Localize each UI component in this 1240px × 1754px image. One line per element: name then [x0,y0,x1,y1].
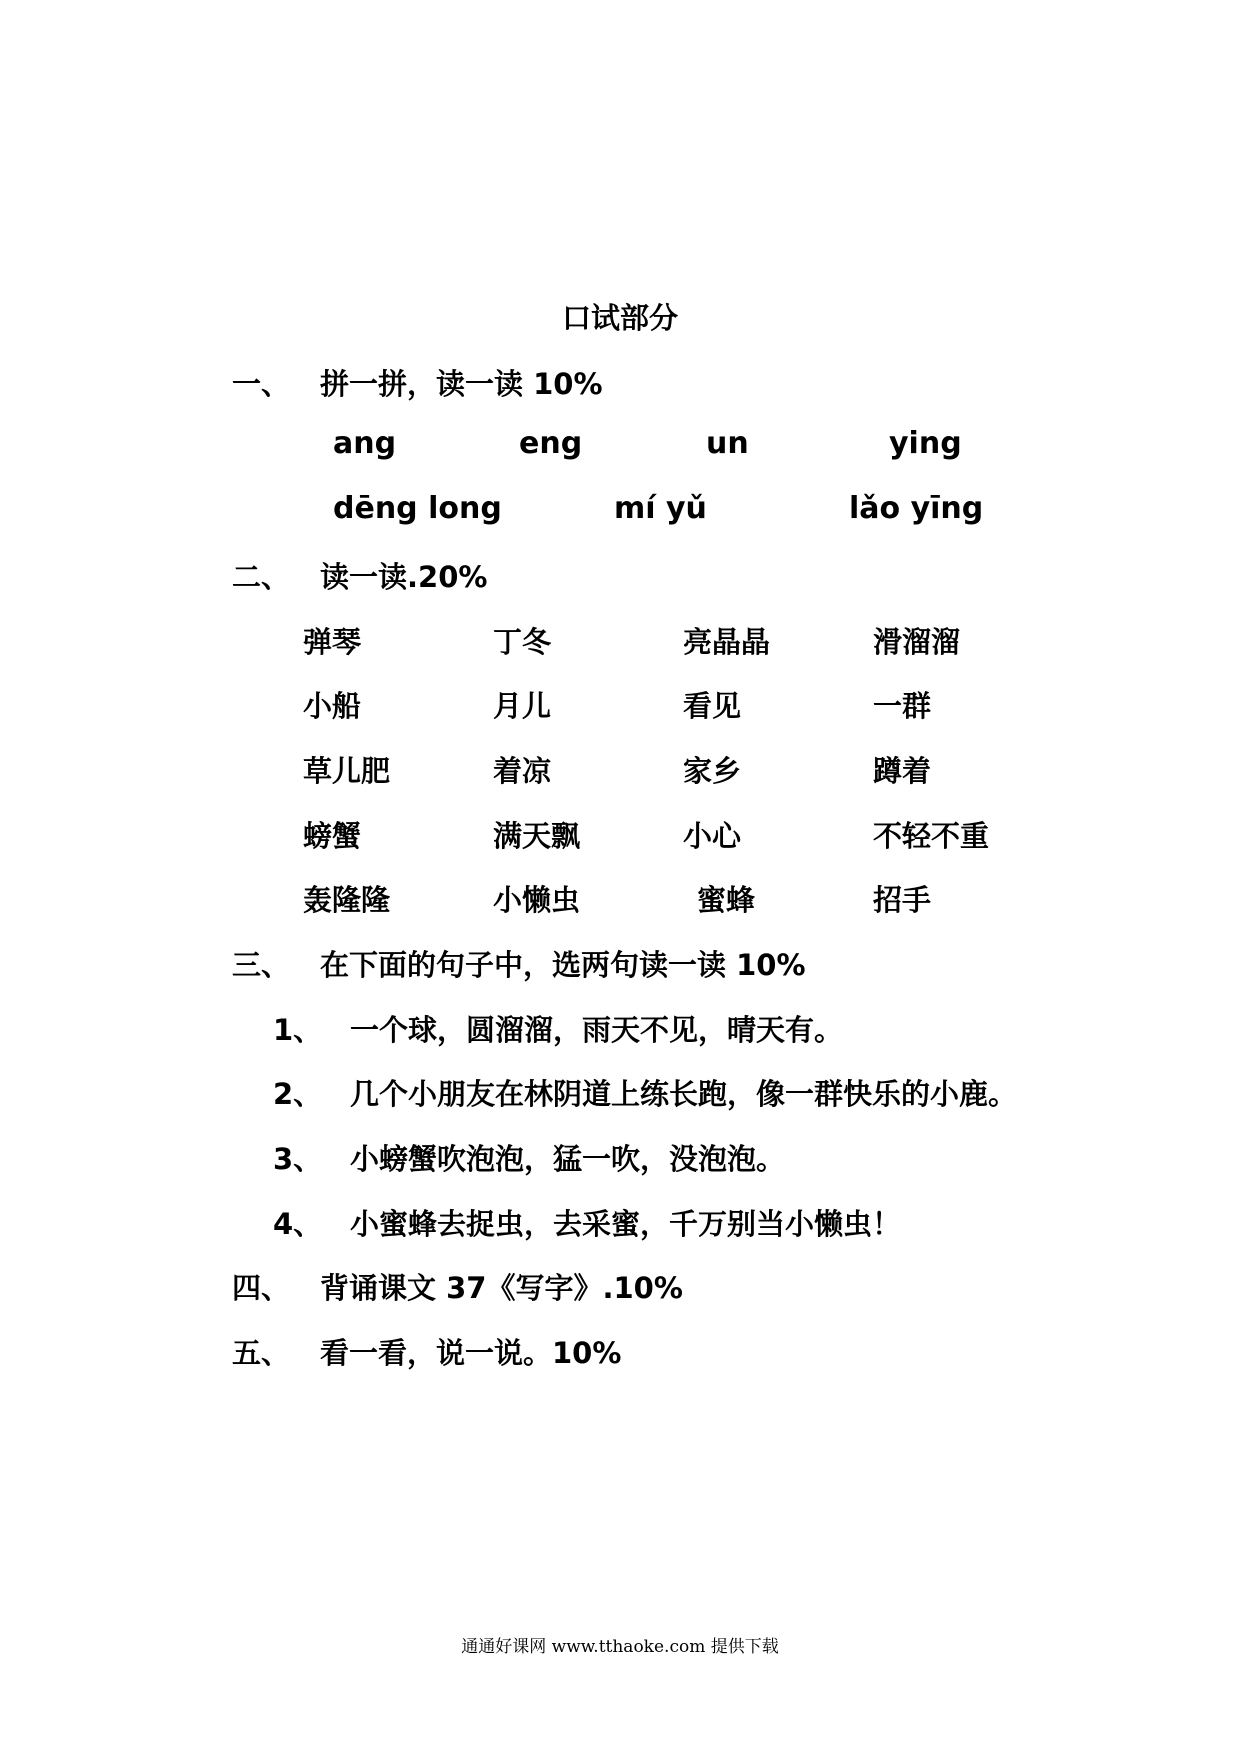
word: 不轻不重 [873,819,990,853]
section-3-heading [232,943,806,984]
sentence-number: 2、 [273,1077,323,1111]
section-number: 三、 [232,948,291,982]
section-4-heading [232,1266,683,1307]
word: 草儿肥 [303,754,391,788]
section-label: 背诵课文 37《写字》.10% [320,1271,683,1305]
word: 看见 [683,689,742,723]
page-footer: 通通好课网 www.tthaoke.com 提供下载 [461,1637,779,1657]
section-label: 拼一拼，读一读 10% [320,367,603,401]
pinyin-word: lǎo yīng [849,491,984,526]
word: 小船 [303,689,362,723]
word: 一群 [873,689,932,723]
pinyin-item: un [706,426,749,461]
word: 轰隆隆 [303,883,391,917]
section-number: 一、 [232,367,291,401]
word: 小心 [683,819,742,853]
section-label: 在下面的句子中，选两句读一读 10% [320,948,806,982]
word: 亮晶晶 [683,625,771,659]
word: 丁冬 [493,625,552,659]
pinyin-word: dēng long [333,491,502,526]
word: 弹琴 [303,625,362,659]
pinyin-item: ying [889,426,962,461]
section-label: 看一看，说一说。10% [320,1336,622,1370]
pinyin-word: mí yǔ [614,491,707,526]
word: 满天飘 [493,819,581,853]
sentence-text: 小螃蟹吹泡泡，猛一吹，没泡泡。 [350,1142,786,1176]
section-number: 五、 [232,1336,291,1370]
section-number: 二、 [232,560,291,594]
word: 家乡 [683,754,742,788]
sentence-text: 一个球，圆溜溜，雨天不见，晴天有。 [350,1013,844,1047]
sentence-number: 3、 [273,1142,323,1176]
word: 着凉 [493,754,552,788]
section-2-heading [232,555,487,596]
sentence-text: 几个小朋友在林阴道上练长跑，像一群快乐的小鹿。 [350,1077,1018,1111]
word: 螃蟹 [303,819,362,853]
pinyin-item: eng [519,426,583,461]
pinyin-item: ang [333,426,397,461]
word: 月儿 [493,689,552,723]
section-number: 四、 [232,1271,291,1305]
sentence-text: 小蜜蜂去捉虫，去采蜜，千万别当小懒虫！ [350,1207,902,1241]
section-1-heading [232,362,603,403]
word: 滑溜溜 [873,625,961,659]
page-title: 口试部分 [561,301,678,335]
section-5-heading [232,1331,621,1372]
sentence-number: 4、 [273,1207,323,1241]
word: 招手 [873,883,932,917]
word: 蹲着 [873,754,932,788]
sentence-number: 1、 [273,1013,323,1047]
word: 蜜蜂 [697,883,756,917]
section-label: 读一读.20% [320,560,488,594]
word: 小懒虫 [493,883,581,917]
